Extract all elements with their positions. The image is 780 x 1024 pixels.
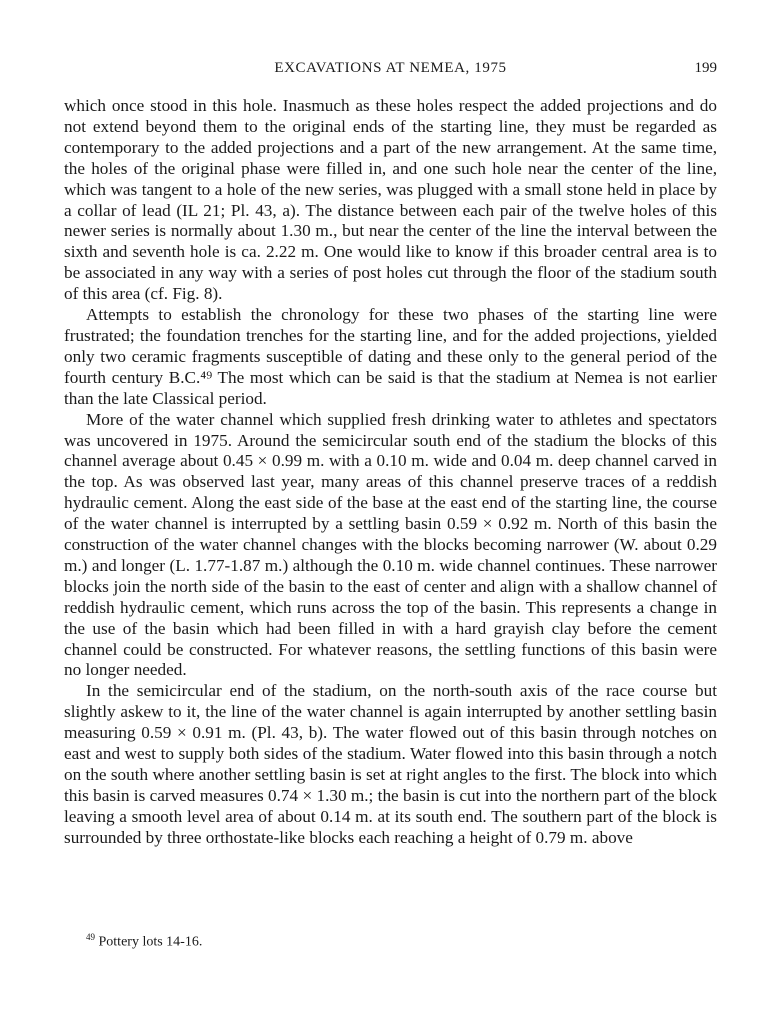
paragraph-water-channel: More of the water channel which supplied fresh drinking water to athletes and spectators was uncovered in 1975. Around the semicircular south end of the stadium the blocks of this channel average about 0.45 × 0.99 m. with a 0.10 m. wide and 0.04 m. deep channel carved in the top. As was observed last year, many areas of this channel preserve traces of a reddish hydraulic cement. Along the east side of the base at the east end of the starting line, the course of the water channel is interrupted by a settling basin 0.59 × 0.92 m. North of this basin the construction of the water channel changes with the blocks becoming narrower (W. about 0.29 m.) and longer (L. 1.77-1.87 m.) although the 0.10 m. wide channel continues. These narrower blocks join the north side of the basin to the east of center and align with a shallow channel of reddish hydraulic cement, which runs across the top of the basin. This represents a change in the use of the basin which had been filled in with a hard grayish clay before the cement channel could be constructed. For whatever reasons, the settling functions of this basin were no longer needed.	[64, 409, 717, 680]
paragraph-chronology: Attempts to establish the chronology for these two phases of the starting line were frustrated; the foundation trenches for the starting line, and for the added projections, yielded only two ceramic fragments susceptible of dating and these only to the general period of the fourth century B.C.⁴⁹ The most which can be said is that the stadium at Nemea is not earlier than the late Classical period.	[64, 305, 717, 408]
body-text	[64, 96, 717, 849]
page-header	[64, 60, 717, 82]
footnote	[86, 932, 686, 951]
paragraph-settling-basin: In the semicircular end of the stadium, on the north-south axis of the race course but slightly askew to it, the line of the water channel is again interrupted by another settling basin measuring 0.59 × 0.91 m. (Pl. 43, b). The water flowed out of this basin through notches on east and west to supply both sides of the stadium. Water flowed into this basin through a notch on the south where another settling basin is set at right angles to the first. The block into which this basin is carved measures 0.74 × 1.30 m.; the basin is cut into the northern part of the block leaving a smooth level area of about 0.14 m. at its south end. The southern part of the block is surrounded by three orthostate-like blocks each reaching a height of 0.79 m. above	[64, 681, 717, 847]
page-number: 199	[694, 60, 717, 76]
running-title: EXCAVATIONS AT NEMEA, 1975	[274, 60, 507, 76]
footnote-marker: 49	[86, 932, 95, 942]
paragraph-continuation: which once stood in this hole. Inasmuch as these holes respect the added projections and do not extend beyond them to the original ends of the starting line, they must be regarded as contemporary to the added projections and a part of the new arrangement. At the same time, the holes of the original phase were filled in, and one such hole near the center of the line, which was tangent to a hole of the new series, was plugged with a small stone held in place by a collar of lead (IL 21; Pl. 43, a). The distance between each pair of the twelve holes of this newer series is normally about 1.30 m., but near the center of the line the interval between the sixth and seventh hole is ca. 2.22 m. One would like to know if this broader central area is to be associated in any way with a series of post holes cut through the floor of the stadium south of this area (cf. Fig. 8).	[64, 96, 717, 304]
footnote-text: Pottery lots 14-16.	[98, 934, 203, 950]
